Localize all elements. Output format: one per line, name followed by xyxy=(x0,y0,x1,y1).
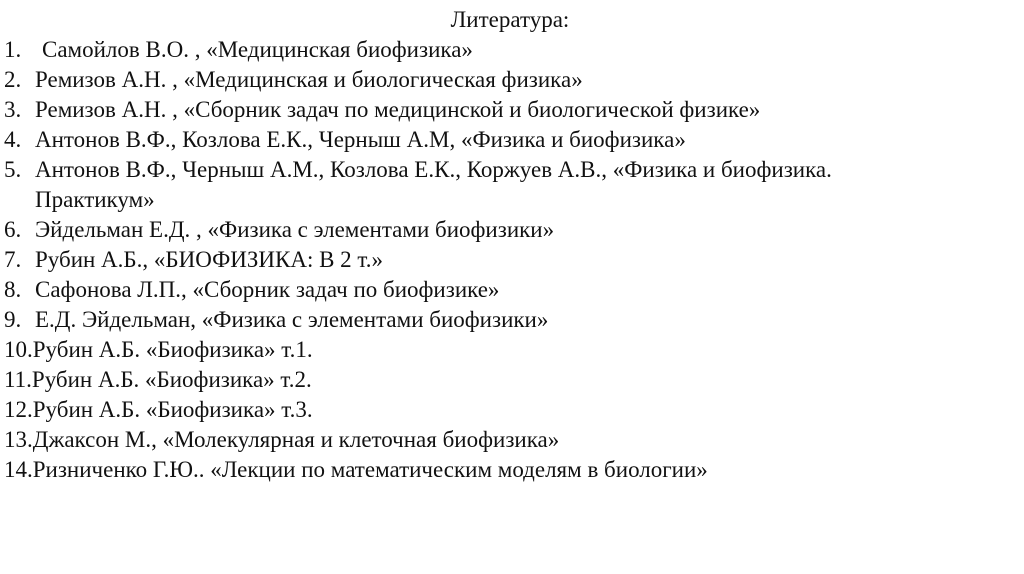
item-number: 7. xyxy=(4,247,22,272)
item-number: 2. xyxy=(4,67,22,92)
item-text: Сафонова Л.П., «Сборник задач по биофизике» xyxy=(35,277,500,302)
item-number: 5. xyxy=(4,157,22,182)
item-number: 11. xyxy=(4,367,32,392)
item-text: Джаксон М., «Молекулярная и клеточная биофизика» xyxy=(32,427,560,452)
item-text: Ремизов А.Н. , «Сборник задач по медицинской и биологической физике» xyxy=(35,97,761,122)
item-text: Ремизов А.Н. , «Медицинская и биологическая физика» xyxy=(35,67,583,92)
item-number: 13. xyxy=(4,427,33,452)
list-item xyxy=(4,65,1014,95)
list-item xyxy=(4,365,1014,395)
reference-list xyxy=(4,35,1014,485)
list-item xyxy=(4,245,1014,275)
list-item xyxy=(4,455,1014,485)
item-number: 9. xyxy=(4,307,22,332)
item-number: 1. xyxy=(4,37,22,62)
item-text: Эйдельман Е.Д. , «Физика с элементами биофизики» xyxy=(35,217,555,242)
list-item xyxy=(4,95,1014,125)
item-text-block xyxy=(35,155,832,215)
item-number: 14. xyxy=(4,457,33,482)
list-item xyxy=(4,35,1014,65)
item-text: Е.Д. Эйдельман, «Физика с элементами биофизики» xyxy=(35,307,549,332)
item-text: Рубин А.Б., «БИОФИЗИКА: В 2 т.» xyxy=(35,247,383,272)
list-item xyxy=(4,275,1014,305)
item-text-continuation: Практикум» xyxy=(35,187,155,212)
page-title: Литература: xyxy=(450,7,570,32)
item-text: Антонов В.Ф., Козлова Е.К., Черныш А.М, «Физика и биофизика» xyxy=(35,127,686,152)
list-item xyxy=(4,215,1014,245)
item-number: 10. xyxy=(4,337,33,362)
item-text: Рубин А.Б. «Биофизика» т.3. xyxy=(32,397,313,422)
item-number: 12. xyxy=(4,397,33,422)
list-item xyxy=(4,125,1014,155)
list-item xyxy=(4,335,1014,365)
item-number: 6. xyxy=(4,217,22,242)
item-text: Самойлов В.О. , «Медицинская биофизика» xyxy=(42,37,473,62)
item-text: Рубин А.Б. «Биофизика» т.1. xyxy=(32,337,313,362)
list-item xyxy=(4,305,1014,335)
item-number: 3. xyxy=(4,97,22,122)
item-text: Рубин А.Б. «Биофизика» т.2. xyxy=(31,367,312,392)
list-item xyxy=(4,395,1014,425)
list-item xyxy=(4,155,1014,215)
item-text: Антонов В.Ф., Черныш А.М., Козлова Е.К., Коржуев А.В., «Физика и биофизика. xyxy=(35,157,832,182)
item-number: 8. xyxy=(4,277,22,302)
item-text: Ризниченко Г.Ю.. «Лекции по математическим моделям в биологии» xyxy=(32,457,708,482)
item-number: 4. xyxy=(4,127,22,152)
list-item xyxy=(4,425,1014,455)
